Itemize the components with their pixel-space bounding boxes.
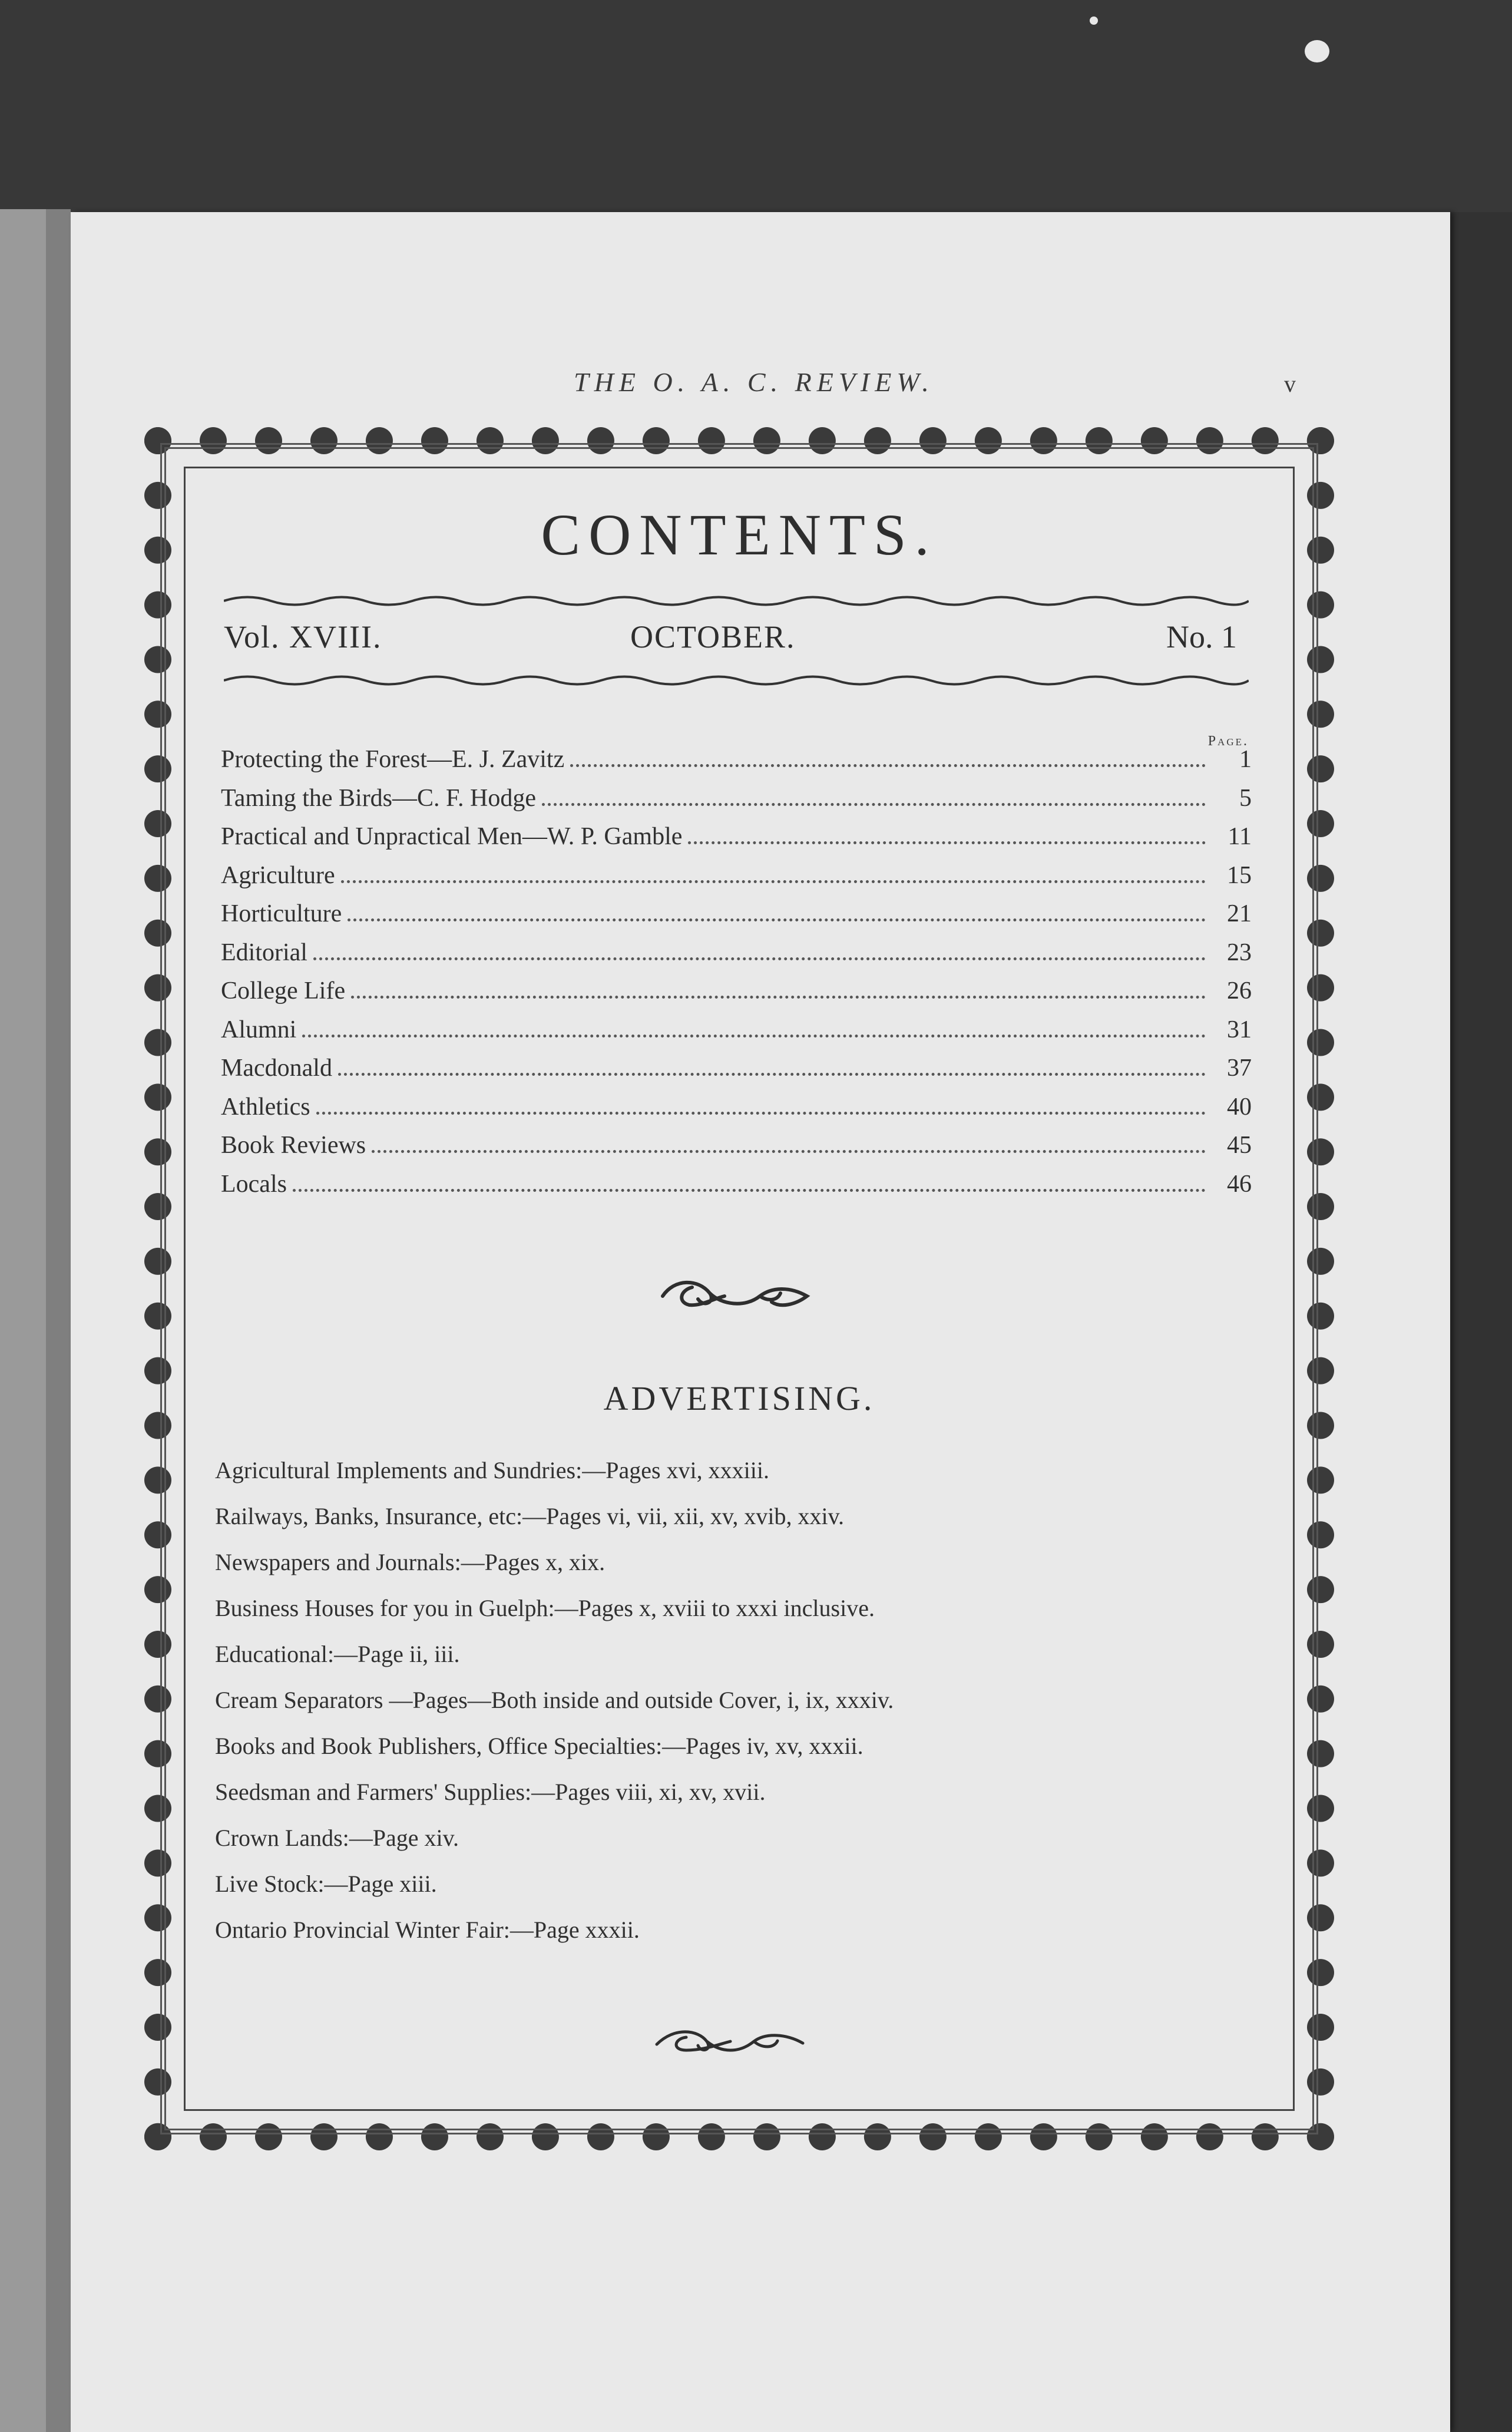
leader-dots bbox=[302, 1035, 1206, 1037]
advertising-entry: Educational:—Page ii, iii. bbox=[215, 1641, 460, 1667]
toc-entry-page: 26 bbox=[1227, 977, 1252, 1004]
leader-dots bbox=[316, 1112, 1206, 1115]
toc-entry-page: 21 bbox=[1227, 900, 1252, 927]
dust-speck bbox=[1090, 16, 1098, 25]
advertising-entry: Live Stock:—Page xiii. bbox=[215, 1871, 437, 1897]
advertising-entry: Seedsman and Farmers' Supplies:—Pages viii, xi, xv, xvii. bbox=[215, 1779, 766, 1805]
advertising-entry: Books and Book Publishers, Office Specialties:—Pages iv, xv, xxxii. bbox=[215, 1733, 863, 1759]
issue-line bbox=[224, 619, 1249, 660]
toc-entry-title: Taming the Birds—C. F. Hodge bbox=[221, 784, 537, 812]
toc-entry bbox=[221, 900, 1252, 939]
scan-backdrop bbox=[0, 0, 1512, 218]
contents-list bbox=[221, 745, 1252, 1208]
page-column-label: Page. bbox=[1207, 733, 1249, 749]
toc-entry-title: Horticulture bbox=[221, 900, 342, 927]
advertising-entry: Crown Lands:—Page xiv. bbox=[215, 1825, 459, 1851]
toc-entry-title: Alumni bbox=[221, 1016, 297, 1043]
toc-entry bbox=[221, 1054, 1252, 1093]
toc-entry bbox=[221, 784, 1252, 823]
toc-entry bbox=[221, 861, 1252, 900]
running-head: THE O. A. C. REVIEW. bbox=[574, 367, 934, 397]
leader-dots bbox=[542, 803, 1206, 806]
flourish-ornament-icon bbox=[657, 1270, 816, 1323]
issue-number: No. 1 bbox=[1166, 619, 1237, 655]
advertising-entry: Ontario Provincial Winter Fair:—Page xxxii. bbox=[215, 1916, 640, 1943]
toc-entry-title: Agriculture bbox=[221, 861, 335, 889]
advertising-entry: Agricultural Implements and Sundries:—Pages xvi, xxxiii. bbox=[215, 1457, 769, 1483]
toc-entry bbox=[221, 1016, 1252, 1055]
volume-label: Vol. XVIII. bbox=[224, 619, 382, 655]
leader-dots bbox=[372, 1150, 1206, 1153]
toc-entry bbox=[221, 1093, 1252, 1132]
leader-dots bbox=[313, 957, 1206, 960]
toc-entry-page: 11 bbox=[1228, 823, 1252, 850]
toc-entry-page: 23 bbox=[1227, 939, 1252, 966]
scan-backdrop-right bbox=[1450, 212, 1512, 2432]
toc-entry-title: Book Reviews bbox=[221, 1132, 366, 1159]
toc-entry-page: 46 bbox=[1227, 1170, 1252, 1198]
advertising-entry: Cream Separators —Pages—Both inside and outside Cover, i, ix, xxxiv. bbox=[215, 1687, 894, 1713]
toc-entry-title: Macdonald bbox=[221, 1055, 332, 1082]
leader-dots bbox=[293, 1189, 1206, 1192]
contents-title: CONTENTS. bbox=[541, 502, 938, 567]
toc-entry-title: Practical and Unpractical Men—W. P. Gamble bbox=[221, 823, 683, 850]
toc-entry-title: Editorial bbox=[221, 939, 307, 966]
flourish-ornament-icon bbox=[651, 2021, 810, 2062]
adjacent-page-edge bbox=[46, 209, 71, 2432]
advertising-entry: Railways, Banks, Insurance, etc:—Pages vi, vii, xii, xv, xvib, xxiv. bbox=[215, 1503, 844, 1529]
advertising-title: ADVERTISING. bbox=[603, 1379, 875, 1417]
page-folio: v bbox=[1284, 371, 1296, 397]
leader-dots bbox=[341, 880, 1206, 883]
leader-dots bbox=[570, 764, 1206, 767]
leader-dots bbox=[688, 841, 1206, 844]
toc-entry-page: 40 bbox=[1227, 1093, 1252, 1121]
toc-entry-page: 37 bbox=[1227, 1055, 1252, 1082]
toc-entry-page: 5 bbox=[1239, 784, 1252, 812]
toc-entry bbox=[221, 1131, 1252, 1170]
advertising-list bbox=[215, 1456, 1216, 1962]
wavy-rule-top bbox=[224, 592, 1249, 610]
toc-entry-title: Athletics bbox=[221, 1093, 310, 1121]
toc-entry bbox=[221, 939, 1252, 977]
toc-entry-page: 45 bbox=[1227, 1132, 1252, 1159]
toc-entry bbox=[221, 1170, 1252, 1209]
leader-dots bbox=[348, 918, 1206, 921]
toc-entry-page: 1 bbox=[1239, 746, 1252, 773]
month-label: OCTOBER. bbox=[630, 619, 796, 655]
leader-dots bbox=[351, 996, 1206, 999]
toc-entry-page: 31 bbox=[1227, 1016, 1252, 1043]
toc-entry-title: Locals bbox=[221, 1170, 287, 1198]
leader-dots bbox=[338, 1073, 1206, 1076]
toc-entry-title: Protecting the Forest—E. J. Zavitz bbox=[221, 746, 565, 773]
toc-entry bbox=[221, 745, 1252, 784]
advertising-entry: Newspapers and Journals:—Pages x, xix. bbox=[215, 1549, 606, 1575]
wavy-rule-bottom bbox=[224, 672, 1249, 689]
toc-entry-title: College Life bbox=[221, 977, 346, 1004]
toc-entry-page: 15 bbox=[1227, 861, 1252, 889]
dust-speck bbox=[1305, 40, 1329, 62]
toc-entry bbox=[221, 977, 1252, 1016]
toc-entry bbox=[221, 822, 1252, 861]
advertising-entry: Business Houses for you in Guelph:—Pages x, xviii to xxxi inclusive. bbox=[215, 1595, 875, 1621]
